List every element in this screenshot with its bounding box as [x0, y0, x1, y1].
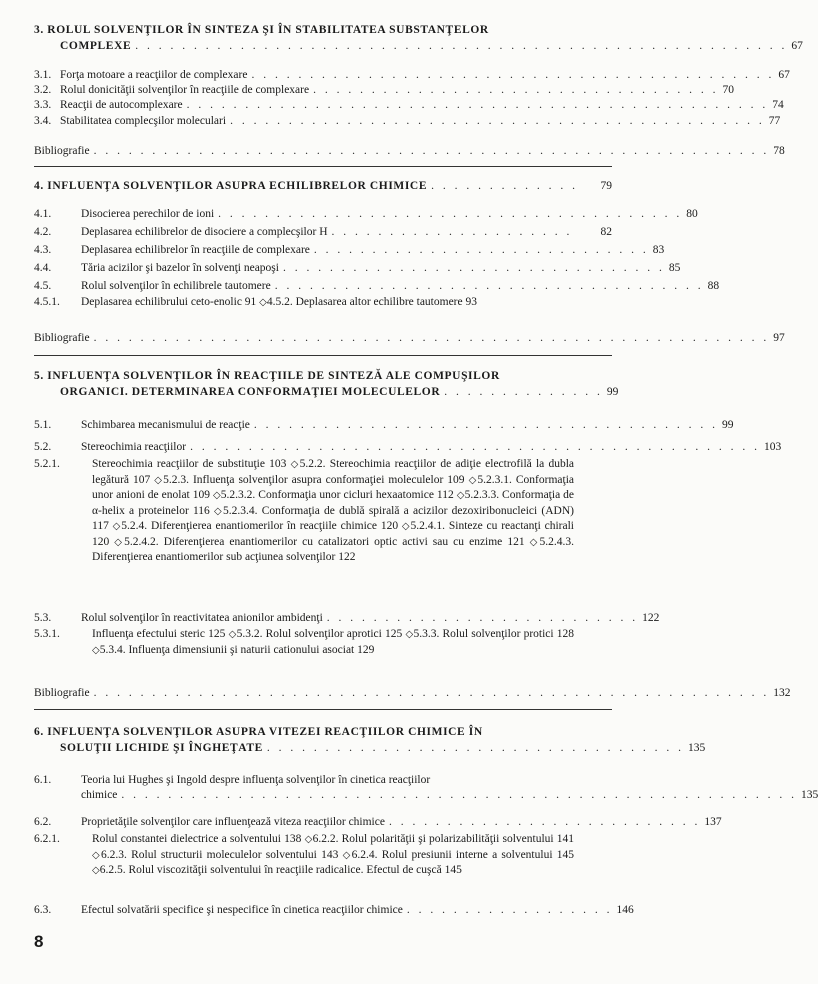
toc-entry-3-3: 3.3. Reacţii de autocomplexare . . . . . . . . . . . . . . . . . . . . . . . . . . . . . . . . . . . . . . . . . . . . . . . . . . 74	[34, 99, 784, 111]
toc-entry-5-2: 5.2. Stereochimia reacţiilor . . . . . . . . . . . . . . . . . . . . . . . . . . . . . . . . . . . . . . . . . . . . . . . . . 103	[34, 441, 782, 453]
toc-entry-5-3: 5.3. Rolul solvenţilor în reactivitatea anionilor ambidenţi . . . . . . . . . . . . . . . . . . . . . . . . . . . 122	[34, 612, 660, 624]
toc-entry-6-2: 6.2. Proprietăţile solvenţilor care influenţează viteza reacţiilor chimice . . . . . . . . . . . . . . . . . . . . . . . . . . . 137	[34, 816, 722, 828]
toc-paragraph-5-2-1: 5.2.1. Stereochimia reacţiilor de substituţie 103 ◇5.2.2. Stereochimia reacţiilor de adiţie electrofilă la dubla legătură 107 ◇5.2.3. Influenţa solvenţilor asupra conformaţiei moleculelor 109 ◇5.2.3.1. Conformaţia unor anioni de enolat 109 ◇5.2.3.2. Conformaţia unor cicluri hexaatomice 112 ◇5.2.3.3. Conformaţia de α-helix a proteinelor 116 ◇5.2.3.4. Conformaţia de dublă spirală a acizilor dezoxiribonucleici (ADN) 117 ◇5.2.4. Diferenţierea enantiomerilor în reacţiile chimice 120 ◇5.2.4.1. Sinteze cu reactanţi chirali 120 ◇5.2.4.2. Diferenţierea enantiomerilor cu catalizatori optic activi sau cu enzime 121 ◇5.2.4.3. Diferenţierea enantiomerilor sub acţiunea solvenţilor 122	[34, 458, 575, 563]
toc-entry-4-5: 4.5. Rolul solvenţilor în echilibrele tautomere . . . . . . . . . . . . . . . . . . . . . . . . . . . . . . . . . . . . . 88	[34, 280, 720, 292]
toc-entry-4-4: 4.4. Tăria acizilor şi bazelor în solvenţi neapoşi . . . . . . . . . . . . . . . . . . . . . . . . . . . . . . . . . 85	[34, 262, 681, 274]
toc-entry-3-1: 3.1. Forţa motoare a reacţiilor de complexare . . . . . . . . . . . . . . . . . . . . . . . . . . . . . . . . . . . . . . . . . . . . . 67	[34, 69, 790, 81]
toc-entry-3-4: 3.4. Stabilitatea complecşilor moleculari . . . . . . . . . . . . . . . . . . . . . . . . . . . . . . . . . . . . . . . . . . . . . . 77	[34, 115, 781, 127]
section-3-page: 67	[791, 40, 803, 52]
toc-paragraph-6-2-1: 6.2.1. Rolul constantei dielectrice a solventului 138 ◇6.2.2. Rolul polarităţii şi polarizabilităţii solventului 141 ◇6.2.3. Rolul structurii moleculelor solventului 143 ◇6.2.4. Rolul presiunii interne a solventului 145 ◇6.2.5. Rolul viscozităţii solventului în reacţiile radicalice. Efectul de cuşcă 145	[34, 833, 575, 876]
bibliography-4: Bibliografie . . . . . . . . . . . . . . . . . . . . . . . . . . . . . . . . . . . . . . . . . . . . . . . . . . . . . . . . . . 97	[34, 332, 785, 344]
section-6-heading: 6. INFLUENŢA SOLVENŢILOR ASUPRA VITEZEI REACŢIILOR CHIMICE ÎN SOLUŢII LICHIDE ŞI ÎNGHEŢATE . . . . . . . . . . . . . . . . . . . . . . . . . . . . . . . . . . . . 135	[34, 726, 706, 754]
toc-entry-4-2: 4.2. Deplasarea echilibrelor de disociere a complecşilor H . . . . . . . . . . . . . . . . . . . . . 82	[34, 226, 612, 238]
page-number: 8	[34, 932, 44, 951]
toc-entry-4-1: 4.1. Disocierea perechilor de ioni . . . . . . . . . . . . . . . . . . . . . . . . . . . . . . . . . . . . . . . . 80	[34, 208, 698, 220]
toc-paragraph-5-3-1: 5.3.1. Influenţa efectului steric 125 ◇5.3.2. Rolul solvenţilor aprotici 125 ◇5.3.3. Rolul solvenţilor protici 128 ◇5.3.4. Influenţa dimensiunii şi naturii cationului asociat 129	[34, 628, 575, 656]
toc-entry-6-1: 6.1. Teoria lui Hughes şi Ingold despre influenţa solvenţilor în cinetica reacţiilor chimice . . . . . . . . . . . . . . . . . . . . . . . . . . . . . . . . . . . . . . . . . . . . . . . . . . . . . . . . . . 135	[34, 774, 818, 801]
section-5-heading: 5. INFLUENŢA SOLVENŢILOR ÎN REACŢIILE DE SINTEZĂ ALE COMPUŞILOR ORGANICI. DETERMINAREA CONFORMAŢIEI MOLECULELOR . . . . . . . . . . . . . . 99	[34, 370, 619, 398]
toc-subentry-4-5-1: 4.5.1. Deplasarea echilibrului ceto-enolic 91 ◇4.5.2. Deplasarea altor echilibre tautomere 93	[34, 296, 477, 308]
toc-entry-4-3: 4.3. Deplasarea echilibrelor în reacţiile de complexare . . . . . . . . . . . . . . . . . . . . . . . . . . . . . 83	[34, 244, 665, 256]
toc-entry-5-1: 5.1. Schimbarea mecanismului de reacţie . . . . . . . . . . . . . . . . . . . . . . . . . . . . . . . . . . . . . . . . 99	[34, 419, 734, 431]
section-divider	[34, 166, 612, 167]
section-divider	[34, 355, 612, 356]
bibliography-3: Bibliografie . . . . . . . . . . . . . . . . . . . . . . . . . . . . . . . . . . . . . . . . . . . . . . . . . . . . . . . . . . 78	[34, 145, 785, 157]
section-divider	[34, 709, 612, 710]
section-3-heading: 3. ROLUL SOLVENŢILOR ÎN SINTEZA ŞI ÎN STABILITATEA SUBSTANŢELOR COMPLEXE . . . . . . . . . . . . . . . . . . . . . . . . . . . . . . . . . . . . . . . . . . . . . . . . . . . . . . . . 67	[34, 24, 803, 52]
toc-entry-3-2: 3.2. Rolul donicităţii solvenţilor în reacţiile de complexare . . . . . . . . . . . . . . . . . . . . . . . . . . . . . . . . . . . 70	[34, 84, 734, 96]
section-4-heading: 4. INFLUENŢA SOLVENŢILOR ASUPRA ECHILIBRELOR CHIMICE . . . . . . . . . . . . . 79	[34, 180, 612, 192]
toc-entry-6-3: 6.3. Efectul solvatării specifice şi nespecifice în cinetica reacţiilor chimice . . . . . . . . . . . . . . . . . . 146	[34, 904, 634, 916]
bibliography-5: Bibliografie . . . . . . . . . . . . . . . . . . . . . . . . . . . . . . . . . . . . . . . . . . . . . . . . . . . . . . . . . . 132	[34, 687, 791, 699]
